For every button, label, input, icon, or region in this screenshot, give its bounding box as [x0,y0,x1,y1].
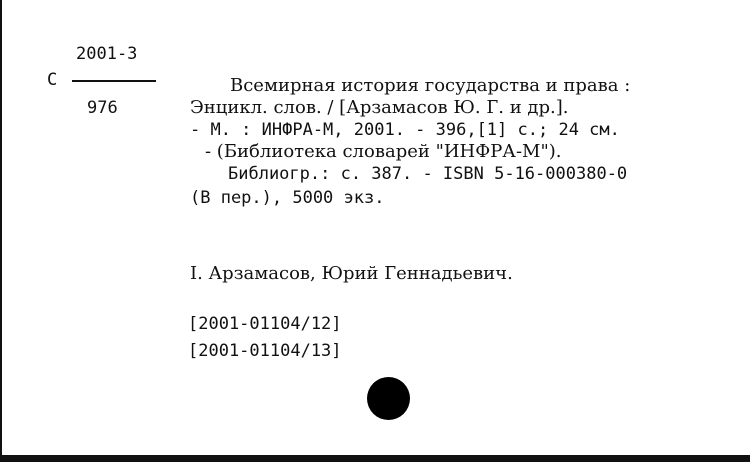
responsibility-line: Энцикл. слов. / [Арзамасов Ю. Г. и др.]. [190,97,569,118]
shelf-mark-divider [72,80,156,82]
binding-print-run-line: (В пер.), 5000 экз. [190,188,385,208]
bibliography-isbn-line: Библиогр.: с. 387. - ISBN 5-16-000380-0 [228,164,628,184]
punch-hole [367,377,410,420]
control-number: [2001-01104/13] [188,341,342,361]
card-bottom-edge [0,455,750,462]
control-number: [2001-01104/12] [188,314,342,334]
added-entry: I. Арзамасов, Юрий Геннадьевич. [190,263,513,284]
title-line: Всемирная история государства и права : [230,75,631,96]
series-line: - (Библиотека словарей "ИНФРА-М"). [205,141,562,162]
shelf-mark-number: 2001-3 [76,44,138,64]
author-mark: 976 [87,98,118,118]
card-left-edge [0,0,2,456]
publication-line: - М. : ИНФРА-М, 2001. - 396,[1] с.; 24 см. [190,120,620,140]
shelf-mark-prefix: С [47,70,58,90]
